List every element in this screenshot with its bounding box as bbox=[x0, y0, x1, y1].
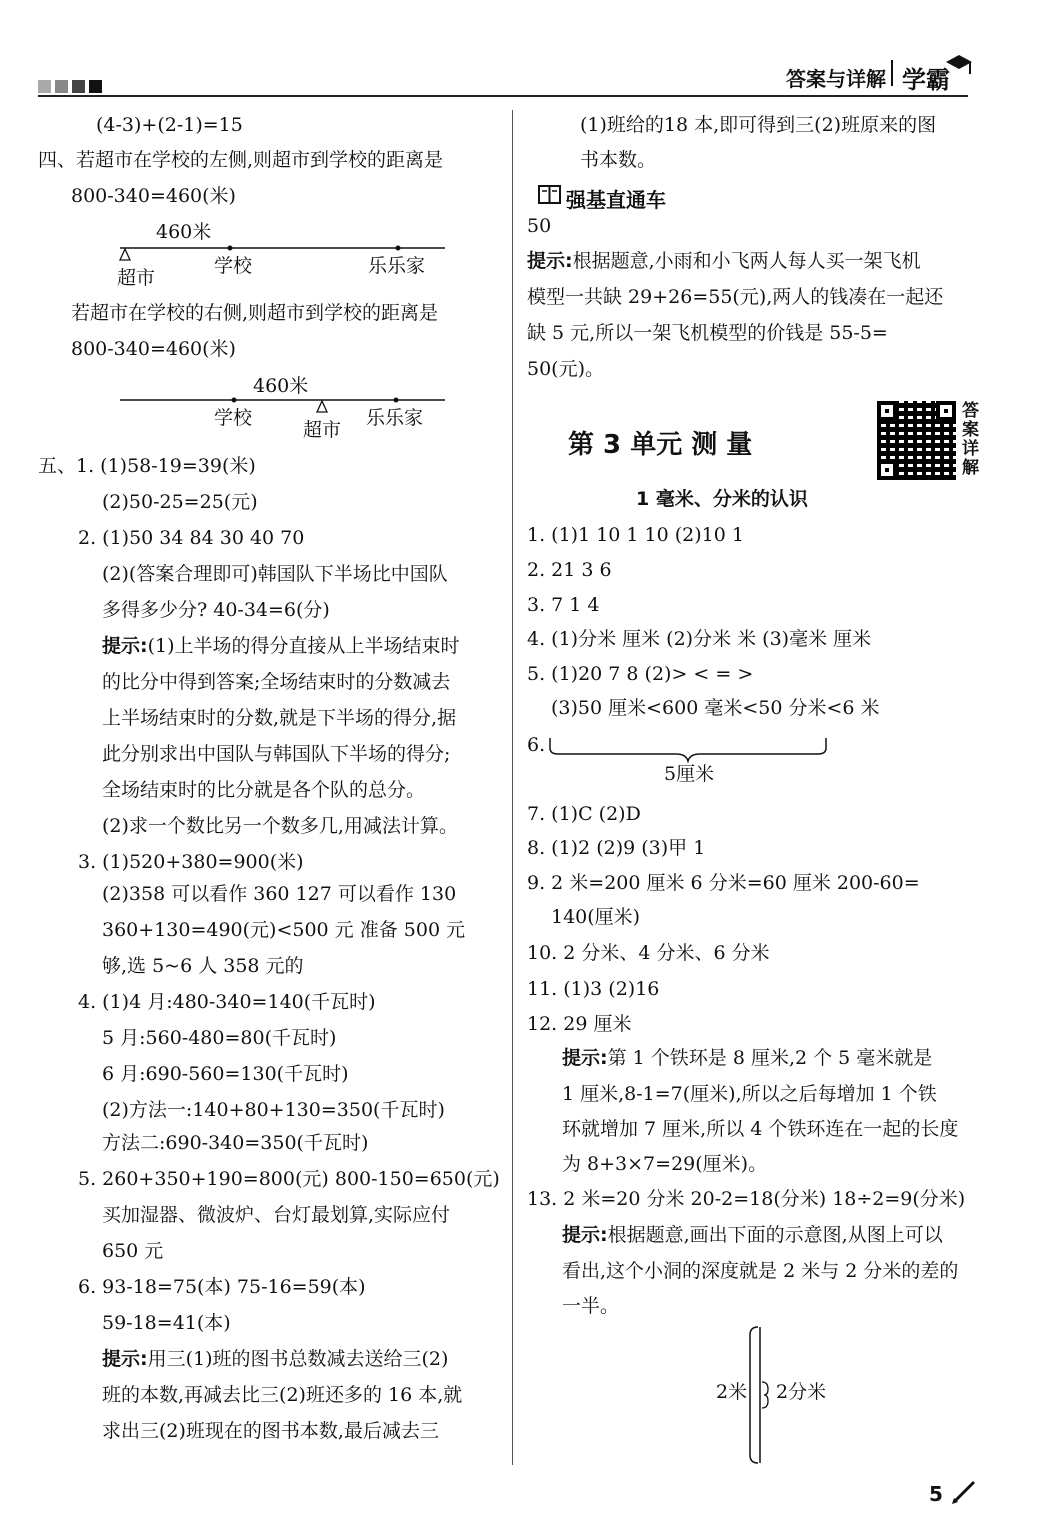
text-line: 看出,这个小洞的深度就是 2 米与 2 分米的差的 bbox=[562, 1260, 959, 1282]
answer-line: 140(厘米) bbox=[551, 906, 641, 928]
unit-title: 第 3 单元 测 量 bbox=[568, 430, 753, 460]
text-line: 800-340=460(米) bbox=[71, 338, 236, 360]
answer-line: 6. bbox=[527, 734, 546, 756]
hint-line bbox=[102, 1350, 448, 1369]
text-line: 若超市在学校的右侧,则超市到学校的距离是 bbox=[71, 302, 439, 324]
text-line: 5. 260+350+190=800(元) 800-150=650(元) bbox=[78, 1168, 500, 1190]
text-line: 全场结束时的比分就是各个队的总分。 bbox=[102, 779, 426, 801]
text-line: 360+130=490(元)<500 元 准备 500 元 bbox=[102, 919, 466, 941]
text-line: 的比分中得到答案;全场结束时的分数减去 bbox=[102, 671, 451, 693]
hint-text: (1)上半场的得分直接从上半场结束时 bbox=[147, 635, 460, 657]
answer-line: 3. 7 1 4 bbox=[527, 594, 600, 616]
hint-text: 第 1 个铁环是 8 厘米,2 个 5 毫米就是 bbox=[607, 1047, 933, 1069]
text-line: 800-340=460(米) bbox=[71, 185, 236, 207]
fig-label-2dm: 2分米 bbox=[776, 1381, 827, 1403]
hint-tag: 提示: bbox=[102, 635, 148, 657]
graduation-cap-icon bbox=[944, 50, 974, 80]
header-square bbox=[38, 80, 51, 93]
text-line: 上半场结束时的分数,就是下半场的得分,据 bbox=[102, 707, 457, 729]
hint-text: 根据题意,画出下面的示意图,从图上可以 bbox=[607, 1224, 943, 1246]
answer-line: (3)50 厘米<600 毫米<50 分米<6 米 bbox=[551, 697, 880, 719]
answer-line: 9. 2 米=200 厘米 6 分米=60 厘米 200-60= bbox=[527, 872, 920, 894]
text-line: 2. (1)50 34 84 30 40 70 bbox=[78, 527, 305, 549]
page-number: 5 bbox=[929, 1482, 943, 1506]
text-line: 此分别求出中国队与韩国队下半场的得分; bbox=[102, 743, 451, 765]
answer-line: 5. (1)20 7 8 (2)> < = > bbox=[527, 663, 754, 685]
text-line: 一半。 bbox=[562, 1295, 620, 1317]
hint-line bbox=[527, 252, 921, 271]
answer-line: 10. 2 分米、4 分米、6 分米 bbox=[527, 942, 770, 964]
text-line: 五、1. (1)58-19=39(米) bbox=[38, 455, 256, 477]
section-heading: 强基直通车 bbox=[566, 188, 666, 212]
school-label: 学校 bbox=[214, 255, 253, 277]
header-title: 答案与详解 bbox=[786, 67, 886, 91]
qr-label: 答案详解 bbox=[962, 401, 979, 478]
home-label: 乐乐家 bbox=[366, 407, 424, 429]
answer-line: 13. 2 米=20 分米 20-2=18(分米) 18÷2=9(分米) bbox=[527, 1188, 966, 1210]
text-line: 求出三(2)班现在的图书本数,最后减去三 bbox=[102, 1420, 439, 1442]
market-label: 超市 bbox=[303, 419, 342, 441]
hint-text: 根据题意,小雨和小飞两人每人买一架飞机 bbox=[572, 250, 921, 272]
answer-line: 12. 29 厘米 bbox=[527, 1013, 632, 1035]
answer-line: 4. (1)分米 厘米 (2)分米 米 (3)毫米 厘米 bbox=[527, 628, 872, 650]
text-line: (2)(答案合理即可)韩国队下半场比中国队 bbox=[102, 563, 448, 585]
brand-logo: 学霸 bbox=[902, 66, 950, 94]
text-line: 够,选 5~6 人 358 元的 bbox=[102, 955, 304, 977]
hint-tag: 提示: bbox=[527, 250, 573, 272]
text-line: (4-3)+(2-1)=15 bbox=[96, 114, 243, 136]
text-line: (2)方法一:140+80+130=350(千瓦时) bbox=[102, 1099, 445, 1121]
qr-code[interactable] bbox=[877, 401, 956, 480]
book-icon bbox=[538, 185, 562, 205]
text-line: 多得多少分? 40-34=6(分) bbox=[102, 599, 330, 621]
text-line: (2)求一个数比另一个数多几,用减法计算。 bbox=[102, 815, 458, 837]
text-line: 为 8+3×7=29(厘米)。 bbox=[562, 1153, 768, 1175]
answer-line: 11. (1)3 (2)16 bbox=[527, 978, 660, 1000]
length-bracket bbox=[548, 736, 828, 762]
text-line: 650 元 bbox=[102, 1240, 164, 1262]
header-square bbox=[89, 80, 102, 93]
hint-line bbox=[562, 1049, 932, 1068]
hint-tag: 提示: bbox=[102, 1348, 148, 1370]
length-label: 5厘米 bbox=[664, 763, 715, 785]
hole-diagram bbox=[744, 1325, 774, 1465]
school-label: 学校 bbox=[214, 407, 253, 429]
hint-text: 用三(1)班的图书总数减去送给三(2) bbox=[147, 1348, 449, 1370]
header-square bbox=[55, 80, 68, 93]
column-divider bbox=[512, 110, 513, 1465]
hint-line bbox=[562, 1226, 943, 1245]
text-line: 方法二:690-340=350(千瓦时) bbox=[102, 1132, 369, 1154]
text-line: (2)358 可以看作 360 127 可以看作 130 bbox=[102, 883, 457, 905]
text-line: 买加湿器、微波炉、台灯最划算,实际应付 bbox=[102, 1204, 451, 1226]
text-line: 6 月:690-560=130(千瓦时) bbox=[102, 1063, 349, 1085]
header-rule bbox=[38, 95, 968, 97]
header-square bbox=[72, 80, 85, 93]
fig-label-2m: 2米 bbox=[716, 1381, 748, 1403]
text-line: 6. 93-18=75(本) 75-16=59(本) bbox=[78, 1276, 366, 1298]
answer-line: 7. (1)C (2)D bbox=[527, 803, 641, 825]
distance-label: 460米 bbox=[253, 375, 309, 397]
text-line: 4. (1)4 月:480-340=140(千瓦时) bbox=[78, 991, 376, 1013]
text-line: 四、若超市在学校的左侧,则超市到学校的距离是 bbox=[38, 149, 444, 171]
text-line: 班的本数,再减去比三(2)班还多的 16 本,就 bbox=[102, 1384, 463, 1406]
text-line: 缺 5 元,所以一架飞机模型的价钱是 55-5= bbox=[527, 322, 888, 344]
home-label: 乐乐家 bbox=[368, 255, 426, 277]
text-line: 模型一共缺 29+26=55(元),两人的钱凑在一起还 bbox=[527, 286, 944, 308]
hint-tag: 提示: bbox=[562, 1224, 608, 1246]
distance-label: 460米 bbox=[156, 221, 212, 243]
text-line: 50(元)。 bbox=[527, 358, 605, 380]
text-line: 环就增加 7 厘米,所以 4 个铁环连在一起的长度 bbox=[562, 1118, 959, 1140]
answer-line: 1. (1)1 10 1 10 (2)10 1 bbox=[527, 524, 744, 546]
text-line: 3. (1)520+380=900(米) bbox=[78, 851, 304, 873]
header-separator bbox=[891, 60, 893, 86]
text-line: 59-18=41(本) bbox=[102, 1312, 231, 1334]
lesson-title: 1 毫米、分米的认识 bbox=[636, 488, 808, 510]
text-line: (2)50-25=25(元) bbox=[102, 491, 258, 513]
text-line: 5 月:560-480=80(千瓦时) bbox=[102, 1027, 337, 1049]
hint-tag: 提示: bbox=[562, 1047, 608, 1069]
text-line: 1 厘米,8-1=7(厘米),所以之后每增加 1 个铁 bbox=[562, 1083, 937, 1105]
hint-line bbox=[102, 637, 460, 656]
text-line: 50 bbox=[527, 215, 552, 237]
pencil-icon bbox=[950, 1476, 980, 1506]
text-line: 书本数。 bbox=[580, 149, 657, 171]
answer-line: 2. 21 3 6 bbox=[527, 559, 612, 581]
text-line: (1)班给的18 本,即可得到三(2)班原来的图 bbox=[580, 114, 937, 136]
answer-line: 8. (1)2 (2)9 (3)甲 1 bbox=[527, 837, 706, 859]
market-label: 超市 bbox=[117, 267, 156, 289]
